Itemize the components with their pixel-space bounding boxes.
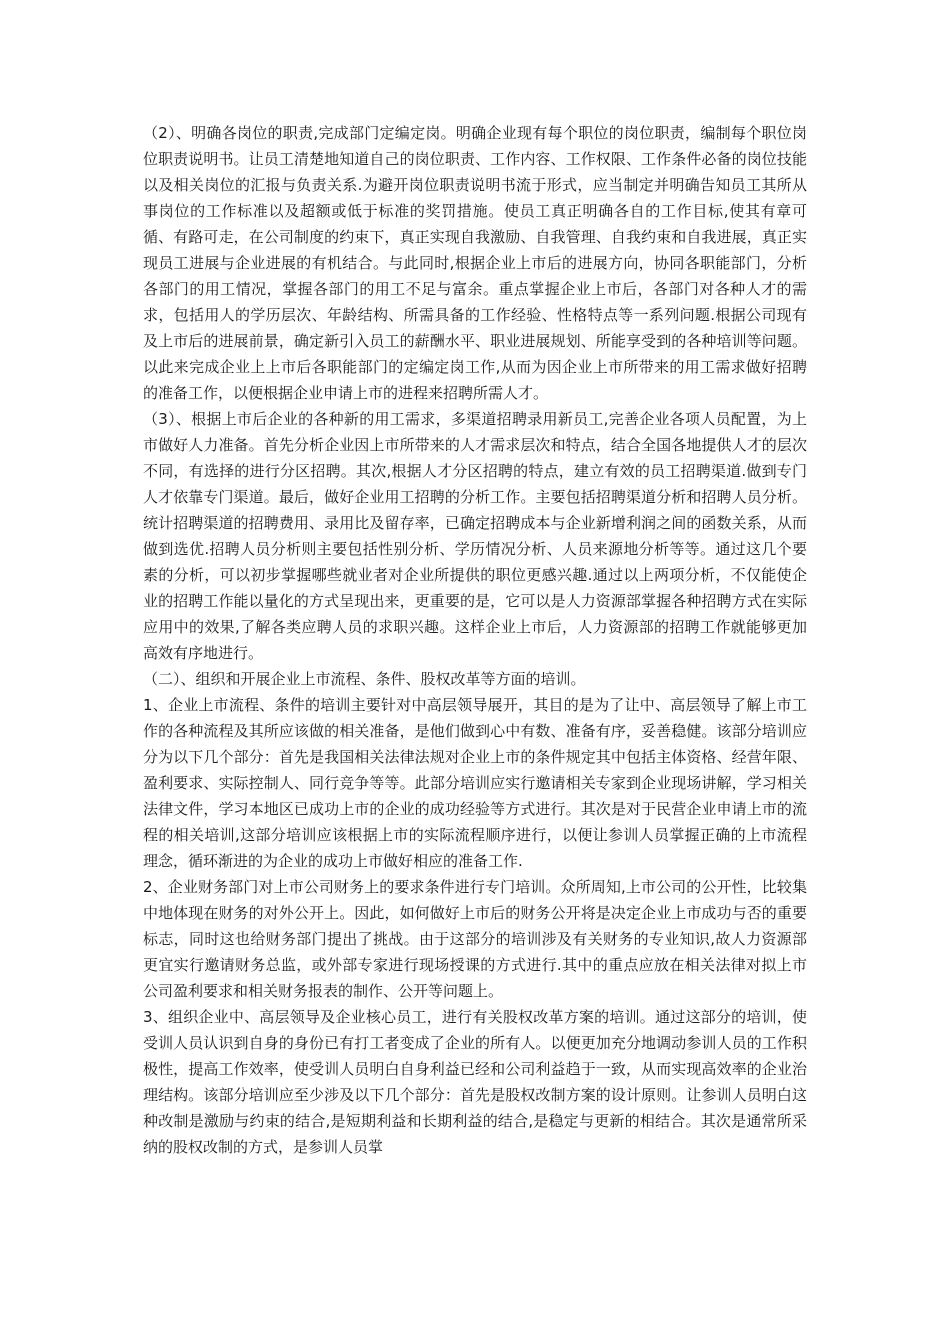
paragraph-job-responsibilities: （2）、明确各岗位的职责,完成部门定编定岗。明确企业现有每个职位的岗位职责，编制每个职位岗位职责说明书。让员工清楚地知道自己的岗位职责、工作内容、工作权限、工作条件必备的岗位技能以及相关岗位的汇报与负责关系.为避开岗位职责说明书流于形式，应当制定并明确告知员工其所从事岗位的工作标准以及超额或低于标准的奖罚措施。使员工真正明确各自的工作目标,使其有章可循、有路可走，在公司制度的约束下，真正实现自我激励、自我管理、自我约束和自我进展，真正实现员工进展与企业进展的有机结合。与此同时,根据企业上市后的进展方向，协同各职能部门，分析各部门的用工情况，掌握各部门的用工不足与富余。重点掌握企业上市后，各部门对各种人才的需求，包括用人的学历层次、年龄结构、所需具备的工作经验、性格特点等一系列问题.根据公司现有及上市后的进展前景，确定新引入员工的薪酬水平、职业进展规划、所能享受到的各种培训等问题。以此来完成企业上上市后各职能部门的定编定岗工作,从而为因企业上市所带来的用工需求做好招聘的准备工作，以便根据企业申请上市的进程来招聘所需人才。 xyxy=(143,124,807,402)
paragraph-recruitment: （3）、根据上市后企业的各种新的用工需求，多渠道招聘录用新员工,完善企业各项人员配置，为上市做好人力准备。首先分析企业因上市所带来的人才需求层次和特点，结合全国各地提供人才的层次不同，有选择的进行分区招聘。其次,根据人才分区招聘的特点，建立有效的员工招聘渠道.做到专门人才依靠专门渠道。最后，做好企业用工招聘的分析工作。主要包括招聘渠道分析和招聘人员分析。统计招聘渠道的招聘费用、录用比及留存率，已确定招聘成本与企业新增利润之间的函数关系，从而做到选优.招聘人员分析则主要包括性别分析、学历情况分析、人员来源地分析等等。通过这几个要素的分析，可以初步掌握哪些就业者对企业所提供的职位更感兴趣.通过以上两项分析，不仅能使企业的招聘工作能以量化的方式呈现出来，更重要的是，它可以是人力资源部掌握各种招聘方式在实际应用中的效果,了解各类应聘人员的求职兴趣。这样企业上市后，人力资源部的招聘工作就能够更加高效有序地进行。 xyxy=(143,410,807,662)
paragraph-listing-process-training: 1、企业上市流程、条件的培训主要针对中高层领导展开，其目的是为了让中、高层领导了解上市工作的各种流程及其所应该做的相关准备，是他们做到心中有数、准备有序，妥善稳健。该部分培训应分为以下几个部分：首先是我国相关法律法规对企业上市的条件规定其中包括主体资格、经营年限、盈利要求、实际控制人、同行竞争等等。此部分培训应实行邀请相关专家到企业现场讲解，学习相关法律文件，学习本地区已成功上市的企业的成功经验等方式进行。其次是对于民营企业申请上市的流程的相关培训,这部分培训应该根据上市的实际流程顺序进行，以便让参训人员掌握正确的上市流程理念，循环渐进的为企业的成功上市做好相应的准备工作. xyxy=(143,696,807,870)
paragraph-equity-reform-training: 3、组织企业中、高层领导及企业核心员工，进行有关股权改革方案的培训。通过这部分的培训，使受训人员认识到自身的身份已有打工者变成了企业的所有人。以便更加充分地调动参训人员的工作积极性，提高工作效率，使受训人员明白自身利益已经和公司利益趋于一致，从而实现高效率的企业治理结构。该部分培训应至少涉及以下几个部分：首先是股权改制方案的设计原则。让参训人员明白这种改制是激励与约束的结合,是短期利益和长期利益的结合,是稳定与更新的相结合。其次是通常所采纳的股权改制的方式，是参训人员掌 xyxy=(143,1008,807,1156)
section-heading-training: （二）、组织和开展企业上市流程、条件、股权改革等方面的培训。 xyxy=(143,670,586,688)
document-page xyxy=(143,120,807,1160)
paragraph-finance-training: 2、企业财务部门对上市公司财务上的要求条件进行专门培训。众所周知,上市公司的公开性，比较集中地体现在财务的对外公开上。因此，如何做好上市后的财务公开将是决定企业上市成功与否的重要标志，同时这也给财务部门提出了挑战。由于这部分的培训涉及有关财务的专业知识,故人力资源部更宜实行邀请财务总监，或外部专家进行现场授课的方式进行.其中的重点应放在相关法律对拟上市公司盈利要求和相关财务报表的制作、公开等问题上。 xyxy=(143,878,807,1000)
